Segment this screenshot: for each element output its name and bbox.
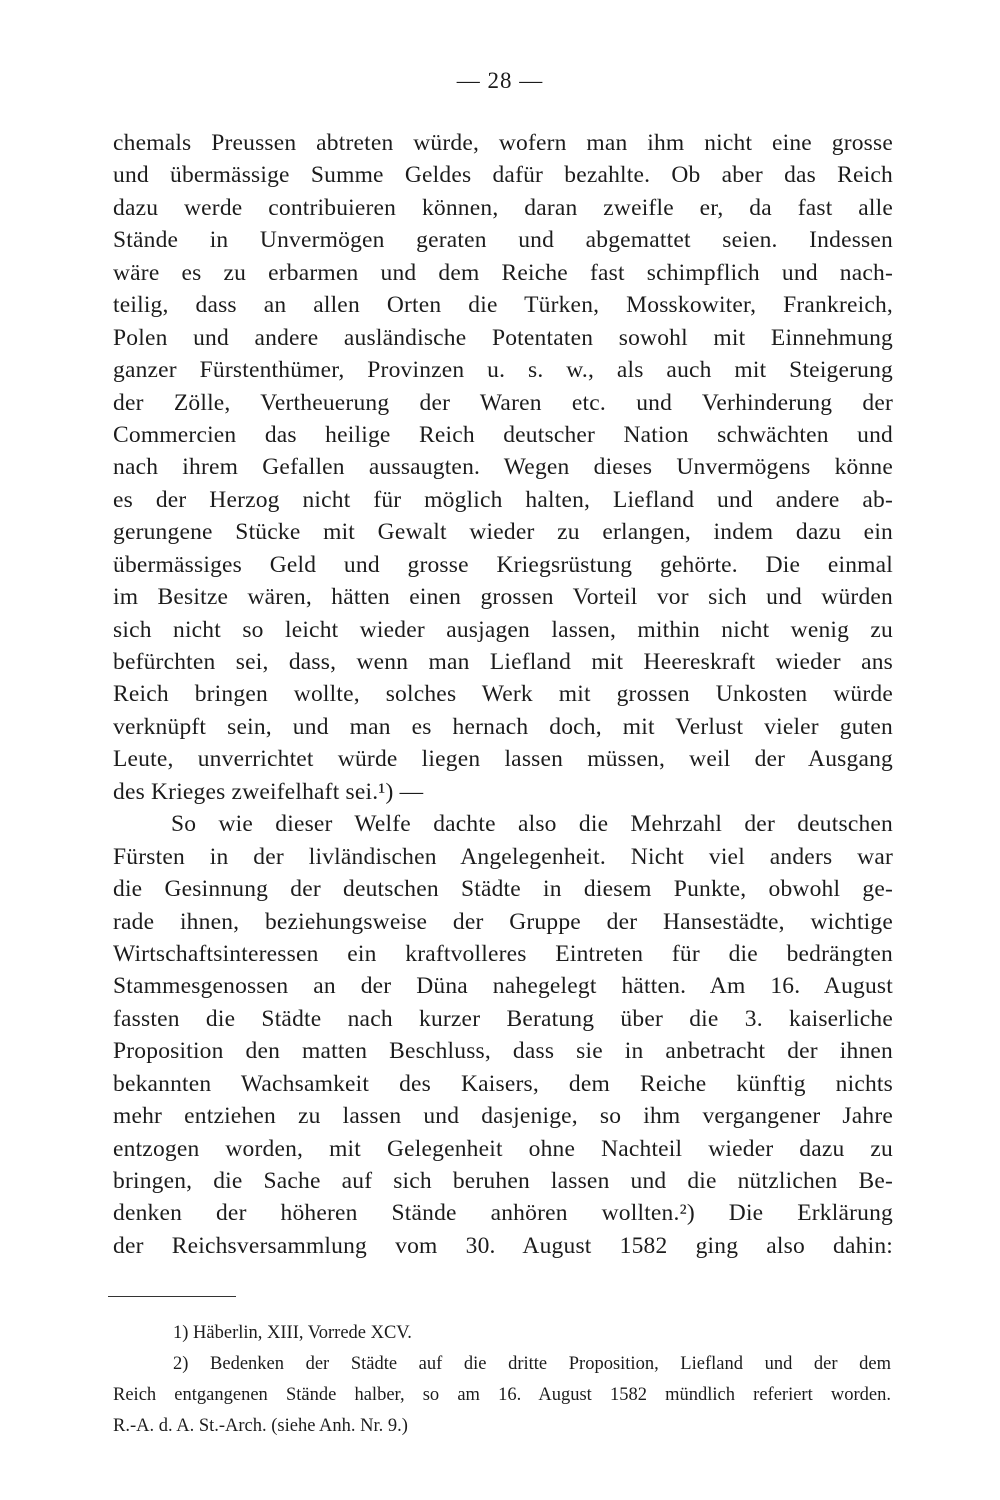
text-line: entzogen worden, mit Gelegenheit ohne Nachteil wieder dazu zu xyxy=(113,1135,893,1162)
text-line: übermässiges Geld und grosse Kriegsrüstung gehörte. Die einmal xyxy=(113,551,893,578)
text-line: Reich bringen wollte, solches Werk mit grossen Unkosten würde xyxy=(113,681,893,708)
body-text xyxy=(113,127,893,1262)
footnote-1: 1) Häberlin, XIII, Vorrede XCV. xyxy=(173,1323,412,1343)
footnote-divider xyxy=(108,1296,236,1297)
text-line: es der Herzog nicht für möglich halten, Liefland und andere ab- xyxy=(113,486,893,513)
text-line: ganzer Fürstenthümer, Provinzen u. s. w., als auch mit Steigerung xyxy=(113,357,893,384)
text-line: der Zölle, Vertheuerung der Waren etc. und Verhinderung der xyxy=(113,389,893,416)
text-line: bekannten Wachsamkeit des Kaisers, dem Reiche künftig nichts xyxy=(113,1070,893,1097)
text-line: dazu werde contribuieren können, daran zweifle er, da fast alle xyxy=(113,194,893,221)
text-line: wäre es zu erbarmen und dem Reiche fast schimpflich und nach- xyxy=(113,259,893,286)
text-line: denken der höheren Stände anhören wollten.²) Die Erklärung xyxy=(113,1200,893,1227)
text-line: nach ihrem Gefallen aussaugten. Wegen dieses Unvermögens könne xyxy=(113,454,893,481)
text-line: Stammesgenossen an der Düna nahegelegt hätten. Am 16. August xyxy=(113,973,893,1000)
text-line: die Gesinnung der deutschen Städte in diesem Punkte, obwohl ge- xyxy=(113,876,893,903)
text-line: Stände in Unvermögen geraten und abgemattet seien. Indessen xyxy=(113,227,893,254)
text-line: Leute, unverrichtet würde liegen lassen müssen, weil der Ausgang xyxy=(113,746,893,773)
text-line: Polen und andere ausländische Potentaten sowohl mit Einnehmung xyxy=(113,324,893,351)
text-line: Commercien das heilige Reich deutscher Nation schwächten und xyxy=(113,421,893,448)
footnote-2-continued: Reich entgangenen Stände halber, so am 16. August 1582 mündlich referiert worden. xyxy=(113,1385,891,1405)
text-line: Proposition den matten Beschluss, dass sie in anbetracht der ihnen xyxy=(113,1038,893,1065)
text-line: rade ihnen, beziehungsweise der Gruppe der Hansestädte, wichtige xyxy=(113,908,893,935)
text-line: mehr entziehen zu lassen und dasjenige, so ihm vergangener Jahre xyxy=(113,1103,893,1130)
text-line: chemals Preussen abtreten würde, wofern man ihm nicht eine grosse xyxy=(113,130,893,156)
page-number: — 28 — xyxy=(456,68,544,93)
footnote-2-end: R.-A. d. A. St.-Arch. (siehe Anh. Nr. 9.) xyxy=(113,1416,408,1436)
text-line: teilig, dass an allen Orten die Türken, Mosskowiter, Frankreich, xyxy=(113,292,893,319)
text-line: sich nicht so leicht wieder ausjagen lassen, mithin nicht wenig zu xyxy=(113,616,893,643)
text-line: im Besitze wären, hätten einen grossen Vorteil vor sich und würden xyxy=(113,584,893,611)
text-line: bringen, die Sache auf sich beruhen lassen und die nützlichen Be- xyxy=(113,1168,893,1194)
text-line: fassten die Städte nach kurzer Beratung über die 3. kaiserliche xyxy=(113,1005,893,1032)
text-line-paragraph-end: des Krieges zweifelhaft sei.¹) — xyxy=(113,778,424,805)
text-line: verknüpft sein, und man es hernach doch, mit Verlust vieler guten xyxy=(113,713,893,740)
text-line: Fürsten in der livländischen Angelegenheit. Nicht viel anders war xyxy=(113,843,893,870)
footnote-2: 2) Bedenken der Städte auf die dritte Proposition, Liefland und der dem xyxy=(173,1354,891,1374)
text-line-paragraph-start: So wie dieser Welfe dachte also die Mehrzahl der deutschen xyxy=(171,811,893,838)
text-line: befürchten sei, dass, wenn man Liefland mit Heereskraft wieder ans xyxy=(113,649,893,675)
text-line: der Reichsversammlung vom 30. August 1582 ging also dahin: xyxy=(113,1232,893,1259)
text-line: Wirtschaftsinteressen ein kraftvolleres Eintreten für die bedrängten xyxy=(113,940,893,967)
text-line: gerungene Stücke mit Gewalt wieder zu erlangen, indem dazu ein xyxy=(113,519,893,546)
text-line: und übermässige Summe Geldes dafür bezahlte. Ob aber das Reich xyxy=(113,162,893,189)
footnotes xyxy=(113,1318,891,1442)
